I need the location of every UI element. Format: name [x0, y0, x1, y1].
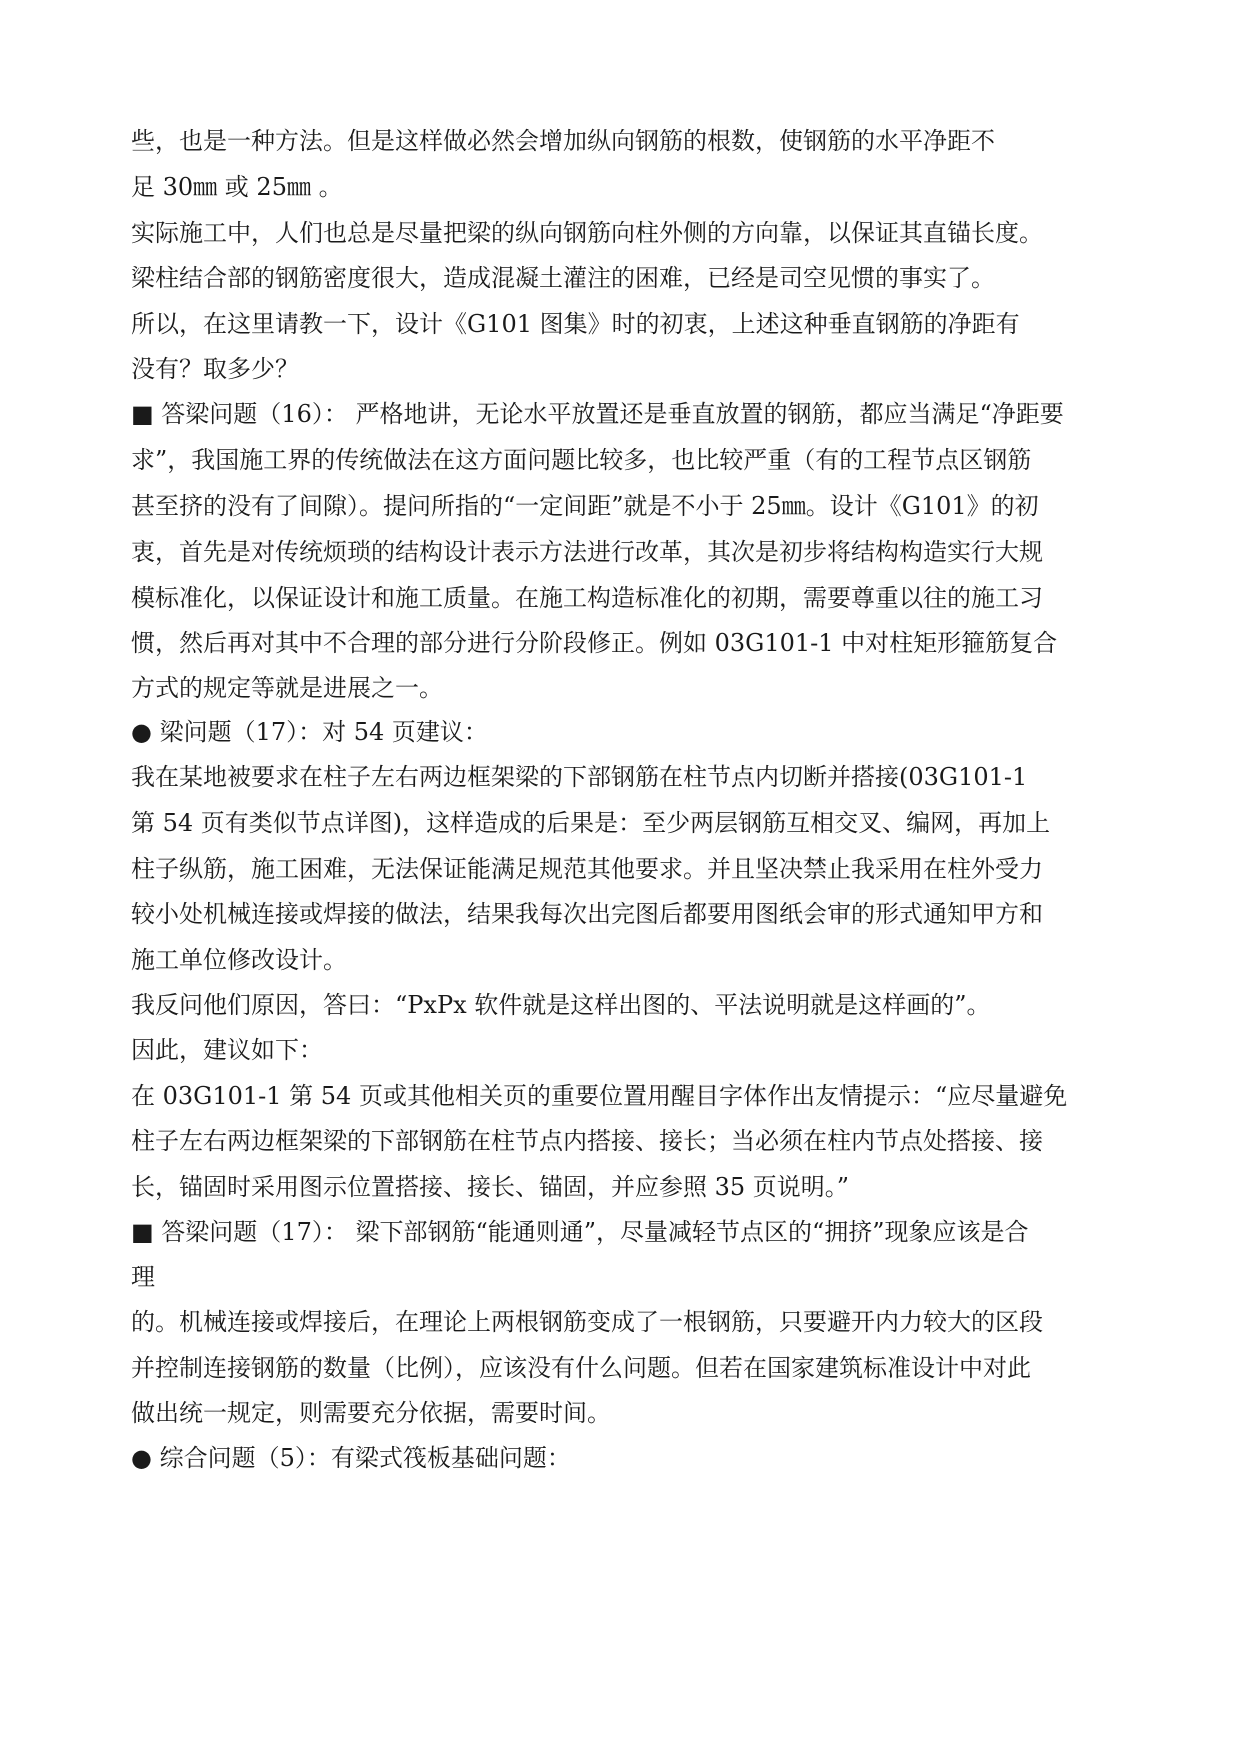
text-line: 做出统一规定，则需要充分依据，需要时间。 [131, 1399, 611, 1427]
text-line: 衷，首先是对传统烦琐的结构设计表示方法进行改革，其次是初步将结构构造实行大规 [131, 538, 1043, 566]
text-line: 没有？取多少？ [131, 355, 299, 383]
text-line: 柱子左右两边框架梁的下部钢筋在柱节点内搭接、接长；当必须在柱内节点处搭接、接 [131, 1127, 1043, 1155]
text-line: 并控制连接钢筋的数量（比例），应该没有什么问题。但若在国家建筑标准设计中对此 [131, 1354, 1031, 1382]
answer-heading: ■ 答梁问题（16）： 严格地讲，无论水平放置还是垂直放置的钢筋，都应当满足“净距要 [131, 400, 1064, 428]
text-line: 因此，建议如下： [131, 1036, 323, 1064]
text-line: 惯，然后再对其中不合理的部分进行分阶段修正。例如 03G101-1 中对柱矩形箍筋复合 [131, 629, 1058, 657]
text-line: 较小处机械连接或焊接的做法，结果我每次出完图后都要用图纸会审的形式通知甲方和 [131, 900, 1043, 928]
text-line: 柱子纵筋，施工困难，无法保证能满足规范其他要求。并且坚决禁止我采用在柱外受力 [131, 855, 1043, 883]
text-line: 些，也是一种方法。但是这样做必然会增加纵向钢筋的根数，使钢筋的水平净距不 [131, 127, 995, 155]
text-line: 求”，我国施工界的传统做法在这方面问题比较多，也比较严重（有的工程节点区钢筋 [131, 446, 1032, 474]
question-heading: ● 综合问题（5）：有梁式筏板基础问题： [131, 1444, 571, 1472]
text-line: 甚至挤的没有了间隙）。提问所指的“一定间距”就是不小于 25㎜。设计《G101》的初 [131, 492, 1039, 520]
text-line: 的。机械连接或焊接后，在理论上两根钢筋变成了一根钢筋，只要避开内力较大的区段 [131, 1308, 1043, 1336]
text-line: 所以，在这里请教一下，设计《G101 图集》时的初衷，上述这种垂直钢筋的净距有 [131, 310, 1020, 338]
text-line: 我在某地被要求在柱子左右两边框架梁的下部钢筋在柱节点内切断并搭接(03G101-1 [131, 763, 1028, 791]
text-line: 模标准化，以保证设计和施工质量。在施工构造标准化的初期，需要尊重以往的施工习 [131, 584, 1043, 612]
text-line: 第 54 页有类似节点详图)，这样造成的后果是：至少两层钢筋互相交叉、编网，再加上 [131, 809, 1051, 837]
text-line: 在 03G101-1 第 54 页或其他相关页的重要位置用醒目字体作出友情提示：“应尽量避免 [131, 1082, 1068, 1110]
text-line: 梁柱结合部的钢筋密度很大，造成混凝土灌注的困难，已经是司空见惯的事实了。 [131, 264, 995, 292]
question-heading: ● 梁问题（17）：对 54 页建议： [131, 718, 488, 746]
text-line: 我反问他们原因，答曰：“PxPx 软件就是这样出图的、平法说明就是这样画的”。 [131, 991, 991, 1019]
text-line: 方式的规定等就是进展之一。 [131, 674, 443, 702]
text-line: 足 30㎜ 或 25㎜ 。 [131, 173, 343, 201]
text-line: 理 [131, 1263, 155, 1291]
text-line: 实际施工中，人们也总是尽量把梁的纵向钢筋向柱外侧的方向靠，以保证其直锚长度。 [131, 219, 1043, 247]
text-line: 长，锚固时采用图示位置搭接、接长、锚固，并应参照 35 页说明。” [131, 1173, 850, 1201]
text-line: 施工单位修改设计。 [131, 946, 347, 974]
answer-heading: ■ 答梁问题（17）： 梁下部钢筋“能通则通”，尽量减轻节点区的“拥挤”现象应该是合 [131, 1218, 1029, 1246]
